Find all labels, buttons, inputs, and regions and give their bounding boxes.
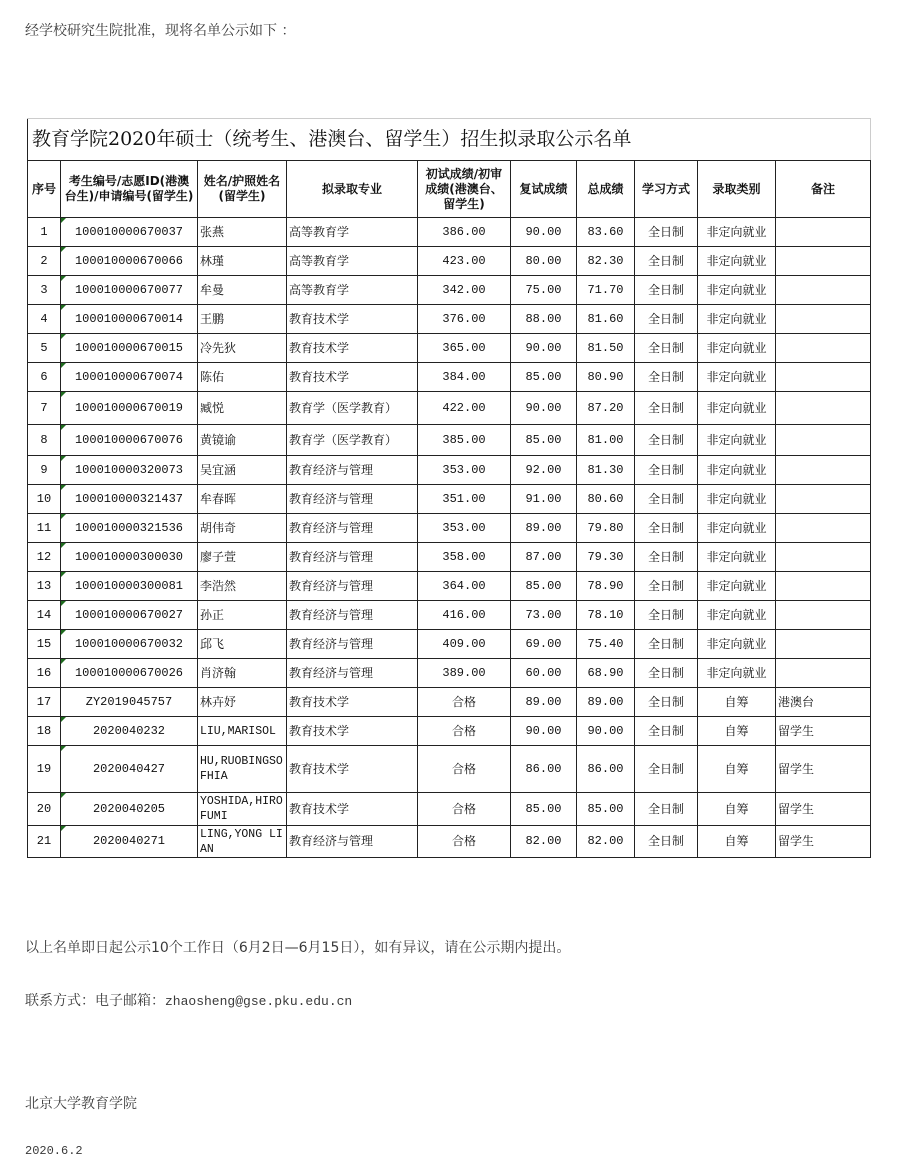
cell-admission-type: 自筹 xyxy=(698,826,776,858)
cell-study-mode: 全日制 xyxy=(635,276,698,305)
cell-study-mode: 全日制 xyxy=(635,392,698,425)
cell-study-mode: 全日制 xyxy=(635,630,698,659)
candidate-id: 100010000670019 xyxy=(74,400,184,415)
cell-total-score: 81.60 xyxy=(577,305,635,334)
cell-total-score: 87.20 xyxy=(577,392,635,425)
cell-retest-score: 87.00 xyxy=(511,543,577,572)
cell-id xyxy=(61,425,198,456)
cell-major: 教育经济与管理 xyxy=(287,543,418,572)
contact-line xyxy=(25,990,352,1010)
cell-name: 林卉妤 xyxy=(198,688,287,717)
cell-major: 教育技术学 xyxy=(287,717,418,746)
comment-marker-icon xyxy=(61,793,66,798)
cell-name: 肖济翰 xyxy=(198,659,287,688)
cell-id xyxy=(61,688,198,717)
cell-major: 教育经济与管理 xyxy=(287,456,418,485)
cell-name: 张燕 xyxy=(198,218,287,247)
cell-study-mode: 全日制 xyxy=(635,572,698,601)
cell-id xyxy=(61,247,198,276)
comment-marker-icon xyxy=(61,392,66,397)
cell-study-mode: 全日制 xyxy=(635,746,698,793)
cell-retest-score: 90.00 xyxy=(511,717,577,746)
cell-seq: 15 xyxy=(28,630,61,659)
cell-initial-score: 合格 xyxy=(418,688,511,717)
cell-name: 廖子萱 xyxy=(198,543,287,572)
cell-initial-score: 353.00 xyxy=(418,514,511,543)
cell-total-score: 68.90 xyxy=(577,659,635,688)
candidate-id: 100010000300030 xyxy=(74,549,184,564)
cell-retest-score: 88.00 xyxy=(511,305,577,334)
table-row xyxy=(28,247,871,276)
cell-name: 臧悦 xyxy=(198,392,287,425)
cell-major: 教育技术学 xyxy=(287,305,418,334)
cell-study-mode: 全日制 xyxy=(635,688,698,717)
cell-remark xyxy=(776,247,871,276)
cell-admission-type: 自筹 xyxy=(698,688,776,717)
cell-name: 牟春晖 xyxy=(198,485,287,514)
cell-total-score: 83.60 xyxy=(577,218,635,247)
cell-admission-type: 非定向就业 xyxy=(698,456,776,485)
comment-marker-icon xyxy=(61,425,66,430)
cell-total-score: 89.00 xyxy=(577,688,635,717)
candidate-id: 2020040232 xyxy=(92,723,165,738)
cell-seq: 2 xyxy=(28,247,61,276)
cell-admission-type: 非定向就业 xyxy=(698,514,776,543)
candidate-id: 100010000670015 xyxy=(74,340,184,355)
comment-marker-icon xyxy=(61,456,66,461)
candidate-id: 2020040271 xyxy=(92,834,165,848)
cell-id xyxy=(61,601,198,630)
cell-admission-type: 非定向就业 xyxy=(698,334,776,363)
cell-remark xyxy=(776,334,871,363)
cell-remark xyxy=(776,543,871,572)
cell-name: 黄镜谕 xyxy=(198,425,287,456)
cell-admission-type: 非定向就业 xyxy=(698,425,776,456)
table-row xyxy=(28,425,871,456)
cell-name: 吴宜涵 xyxy=(198,456,287,485)
candidate-id: 100010000670014 xyxy=(74,311,184,326)
cell-id xyxy=(61,456,198,485)
cell-admission-type: 非定向就业 xyxy=(698,601,776,630)
cell-retest-score: 85.00 xyxy=(511,425,577,456)
cell-study-mode: 全日制 xyxy=(635,485,698,514)
table-row xyxy=(28,826,871,858)
cell-name: 孙正 xyxy=(198,601,287,630)
cell-total-score: 90.00 xyxy=(577,717,635,746)
cell-major: 教育经济与管理 xyxy=(287,630,418,659)
cell-initial-score: 342.00 xyxy=(418,276,511,305)
cell-remark xyxy=(776,425,871,456)
cell-total-score: 78.90 xyxy=(577,572,635,601)
candidate-id: 100010000670077 xyxy=(74,282,184,297)
cell-name: LIU,MARISOL xyxy=(198,717,287,746)
cell-study-mode: 全日制 xyxy=(635,601,698,630)
cell-total-score: 79.30 xyxy=(577,543,635,572)
cell-major: 教育经济与管理 xyxy=(287,659,418,688)
cell-major: 教育技术学 xyxy=(287,746,418,793)
candidate-id: 100010000321536 xyxy=(74,520,184,535)
cell-remark xyxy=(776,572,871,601)
cell-retest-score: 90.00 xyxy=(511,392,577,425)
table-header-row xyxy=(28,161,871,218)
table-row xyxy=(28,456,871,485)
cell-remark xyxy=(776,485,871,514)
cell-id xyxy=(61,514,198,543)
cell-name: 牟曼 xyxy=(198,276,287,305)
cell-total-score: 81.30 xyxy=(577,456,635,485)
comment-marker-icon xyxy=(61,514,66,519)
cell-admission-type: 非定向就业 xyxy=(698,363,776,392)
cell-total-score: 80.60 xyxy=(577,485,635,514)
header-name: 姓名/护照姓名(留学生) xyxy=(198,161,287,218)
cell-name: YOSHIDA,HIROFUMI xyxy=(198,793,287,826)
table-row xyxy=(28,305,871,334)
cell-remark: 留学生 xyxy=(776,746,871,793)
cell-total-score: 82.30 xyxy=(577,247,635,276)
cell-initial-score: 384.00 xyxy=(418,363,511,392)
cell-seq: 7 xyxy=(28,392,61,425)
cell-study-mode: 全日制 xyxy=(635,425,698,456)
cell-seq: 11 xyxy=(28,514,61,543)
cell-id xyxy=(61,630,198,659)
cell-id xyxy=(61,572,198,601)
cell-study-mode: 全日制 xyxy=(635,334,698,363)
candidate-id: 100010000321437 xyxy=(74,491,184,506)
cell-id xyxy=(61,363,198,392)
cell-remark xyxy=(776,218,871,247)
candidate-id: 100010000670032 xyxy=(74,636,184,651)
cell-admission-type: 自筹 xyxy=(698,746,776,793)
header-major: 拟录取专业 xyxy=(287,161,418,218)
cell-remark xyxy=(776,659,871,688)
table-title: 教育学院2020年硕士（统考生、港澳台、留学生）招生拟录取公示名单 xyxy=(28,119,871,161)
table-row xyxy=(28,659,871,688)
cell-seq: 20 xyxy=(28,793,61,826)
cell-remark xyxy=(776,363,871,392)
comment-marker-icon xyxy=(61,305,66,310)
cell-initial-score: 385.00 xyxy=(418,425,511,456)
header-total-score: 总成绩 xyxy=(577,161,635,218)
comment-marker-icon xyxy=(61,630,66,635)
comment-marker-icon xyxy=(61,334,66,339)
cell-total-score: 80.90 xyxy=(577,363,635,392)
notice-text: 以上名单即日起公示10个工作日（6月2日—6月15日），如有异议，请在公示期内提出。 xyxy=(25,940,571,956)
cell-total-score: 79.80 xyxy=(577,514,635,543)
cell-study-mode: 全日制 xyxy=(635,543,698,572)
candidate-id: 2020040427 xyxy=(92,761,165,776)
cell-seq: 1 xyxy=(28,218,61,247)
cell-major: 高等教育学 xyxy=(287,247,418,276)
cell-major: 教育学（医学教育） xyxy=(287,425,418,456)
cell-total-score: 85.00 xyxy=(577,793,635,826)
cell-initial-score: 365.00 xyxy=(418,334,511,363)
cell-name: 胡伟奇 xyxy=(198,514,287,543)
cell-initial-score: 386.00 xyxy=(418,218,511,247)
header-remark: 备注 xyxy=(776,161,871,218)
cell-study-mode: 全日制 xyxy=(635,659,698,688)
table-row xyxy=(28,363,871,392)
cell-admission-type: 非定向就业 xyxy=(698,218,776,247)
cell-retest-score: 90.00 xyxy=(511,334,577,363)
cell-admission-type: 自筹 xyxy=(698,717,776,746)
candidate-id: 100010000300081 xyxy=(74,578,184,593)
cell-admission-type: 非定向就业 xyxy=(698,543,776,572)
cell-retest-score: 90.00 xyxy=(511,218,577,247)
cell-admission-type: 非定向就业 xyxy=(698,276,776,305)
comment-marker-icon xyxy=(61,543,66,548)
cell-initial-score: 364.00 xyxy=(418,572,511,601)
date: 2020.6.2 xyxy=(25,1144,83,1158)
cell-initial-score: 409.00 xyxy=(418,630,511,659)
cell-name: HU,RUOBINGSOFHIA xyxy=(198,746,287,793)
cell-id xyxy=(61,276,198,305)
cell-remark: 港澳台 xyxy=(776,688,871,717)
comment-marker-icon xyxy=(61,218,66,223)
cell-admission-type: 自筹 xyxy=(698,793,776,826)
cell-major: 教育技术学 xyxy=(287,363,418,392)
candidate-id: 100010000670076 xyxy=(74,432,184,447)
cell-major: 教育学（医学教育） xyxy=(287,392,418,425)
cell-seq: 8 xyxy=(28,425,61,456)
cell-admission-type: 非定向就业 xyxy=(698,247,776,276)
comment-marker-icon xyxy=(61,247,66,252)
cell-id xyxy=(61,826,198,858)
table-row xyxy=(28,746,871,793)
cell-seq: 5 xyxy=(28,334,61,363)
cell-retest-score: 85.00 xyxy=(511,363,577,392)
cell-id xyxy=(61,305,198,334)
cell-study-mode: 全日制 xyxy=(635,826,698,858)
cell-name: 邱飞 xyxy=(198,630,287,659)
table-row xyxy=(28,717,871,746)
contact-email-link[interactable]: zhaosheng@gse.pku.edu.cn xyxy=(165,994,353,1009)
cell-major: 高等教育学 xyxy=(287,218,418,247)
header-admission-type: 录取类别 xyxy=(698,161,776,218)
cell-seq: 19 xyxy=(28,746,61,793)
cell-retest-score: 89.00 xyxy=(511,688,577,717)
cell-seq: 18 xyxy=(28,717,61,746)
cell-major: 教育经济与管理 xyxy=(287,572,418,601)
cell-study-mode: 全日制 xyxy=(635,456,698,485)
cell-major: 教育经济与管理 xyxy=(287,485,418,514)
cell-remark xyxy=(776,392,871,425)
cell-study-mode: 全日制 xyxy=(635,717,698,746)
comment-marker-icon xyxy=(61,659,66,664)
cell-retest-score: 75.00 xyxy=(511,276,577,305)
cell-name: 陈佑 xyxy=(198,363,287,392)
cell-initial-score: 416.00 xyxy=(418,601,511,630)
cell-admission-type: 非定向就业 xyxy=(698,630,776,659)
cell-initial-score: 353.00 xyxy=(418,456,511,485)
cell-retest-score: 92.00 xyxy=(511,456,577,485)
cell-remark xyxy=(776,276,871,305)
table-row xyxy=(28,485,871,514)
cell-id xyxy=(61,543,198,572)
table-row xyxy=(28,572,871,601)
candidate-id: 100010000670027 xyxy=(74,607,184,622)
cell-total-score: 86.00 xyxy=(577,746,635,793)
cell-retest-score: 86.00 xyxy=(511,746,577,793)
cell-study-mode: 全日制 xyxy=(635,247,698,276)
candidate-id: 2020040205 xyxy=(92,801,165,816)
comment-marker-icon xyxy=(61,601,66,606)
cell-id xyxy=(61,218,198,247)
cell-name: 冷先狄 xyxy=(198,334,287,363)
signature: 北京大学教育学院 xyxy=(25,1096,137,1112)
cell-id xyxy=(61,485,198,514)
candidate-id: 100010000670037 xyxy=(74,224,184,239)
cell-initial-score: 358.00 xyxy=(418,543,511,572)
cell-initial-score: 423.00 xyxy=(418,247,511,276)
cell-study-mode: 全日制 xyxy=(635,305,698,334)
candidate-id: 100010000320073 xyxy=(74,462,184,477)
table-row xyxy=(28,793,871,826)
cell-major: 教育技术学 xyxy=(287,793,418,826)
cell-name: 林瑾 xyxy=(198,247,287,276)
cell-initial-score: 389.00 xyxy=(418,659,511,688)
cell-study-mode: 全日制 xyxy=(635,793,698,826)
intro-text: 经学校研究生院批准，现将名单公示如下 ： xyxy=(25,23,296,39)
cell-id xyxy=(61,392,198,425)
comment-marker-icon xyxy=(61,276,66,281)
table-row xyxy=(28,543,871,572)
cell-retest-score: 60.00 xyxy=(511,659,577,688)
header-seq: 序号 xyxy=(28,161,61,218)
cell-study-mode: 全日制 xyxy=(635,363,698,392)
cell-seq: 4 xyxy=(28,305,61,334)
cell-retest-score: 73.00 xyxy=(511,601,577,630)
cell-remark: 留学生 xyxy=(776,826,871,858)
cell-admission-type: 非定向就业 xyxy=(698,392,776,425)
comment-marker-icon xyxy=(61,826,66,831)
table-row xyxy=(28,392,871,425)
table-row xyxy=(28,688,871,717)
cell-seq: 9 xyxy=(28,456,61,485)
cell-retest-score: 91.00 xyxy=(511,485,577,514)
cell-id xyxy=(61,334,198,363)
cell-seq: 21 xyxy=(28,826,61,858)
cell-seq: 16 xyxy=(28,659,61,688)
cell-seq: 17 xyxy=(28,688,61,717)
cell-initial-score: 合格 xyxy=(418,746,511,793)
cell-initial-score: 合格 xyxy=(418,793,511,826)
cell-initial-score: 351.00 xyxy=(418,485,511,514)
cell-major: 教育经济与管理 xyxy=(287,826,418,858)
cell-major: 教育技术学 xyxy=(287,688,418,717)
header-initial-score: 初试成绩/初审成绩(港澳台、留学生) xyxy=(418,161,511,218)
cell-initial-score: 422.00 xyxy=(418,392,511,425)
candidate-id: 100010000670066 xyxy=(74,253,184,268)
cell-initial-score: 合格 xyxy=(418,717,511,746)
comment-marker-icon xyxy=(61,572,66,577)
table-row xyxy=(28,276,871,305)
cell-admission-type: 非定向就业 xyxy=(698,485,776,514)
cell-id xyxy=(61,746,198,793)
comment-marker-icon xyxy=(61,746,66,751)
cell-id xyxy=(61,793,198,826)
cell-admission-type: 非定向就业 xyxy=(698,659,776,688)
cell-remark xyxy=(776,630,871,659)
cell-admission-type: 非定向就业 xyxy=(698,305,776,334)
cell-study-mode: 全日制 xyxy=(635,514,698,543)
admission-table xyxy=(27,118,871,858)
cell-major: 教育经济与管理 xyxy=(287,514,418,543)
contact-label: 联系方式：电子邮箱： xyxy=(25,993,165,1009)
cell-admission-type: 非定向就业 xyxy=(698,572,776,601)
cell-name: 王鹏 xyxy=(198,305,287,334)
table-row xyxy=(28,218,871,247)
comment-marker-icon xyxy=(61,717,66,722)
cell-total-score: 75.40 xyxy=(577,630,635,659)
cell-total-score: 81.00 xyxy=(577,425,635,456)
candidate-id: ZY2019045757 xyxy=(85,694,173,709)
cell-retest-score: 69.00 xyxy=(511,630,577,659)
cell-major: 教育经济与管理 xyxy=(287,601,418,630)
table-row xyxy=(28,514,871,543)
cell-retest-score: 82.00 xyxy=(511,826,577,858)
candidate-id: 100010000670026 xyxy=(74,665,184,680)
cell-initial-score: 376.00 xyxy=(418,305,511,334)
cell-seq: 12 xyxy=(28,543,61,572)
cell-major: 教育技术学 xyxy=(287,334,418,363)
cell-seq: 3 xyxy=(28,276,61,305)
cell-major: 高等教育学 xyxy=(287,276,418,305)
cell-study-mode: 全日制 xyxy=(635,218,698,247)
cell-seq: 10 xyxy=(28,485,61,514)
cell-remark xyxy=(776,305,871,334)
cell-retest-score: 89.00 xyxy=(511,514,577,543)
table-row xyxy=(28,630,871,659)
candidate-id: 100010000670074 xyxy=(74,369,184,384)
cell-retest-score: 85.00 xyxy=(511,572,577,601)
cell-total-score: 81.50 xyxy=(577,334,635,363)
cell-id xyxy=(61,659,198,688)
cell-remark xyxy=(776,514,871,543)
cell-remark: 留学生 xyxy=(776,793,871,826)
table-row xyxy=(28,334,871,363)
cell-total-score: 71.70 xyxy=(577,276,635,305)
cell-name: LING,YONG LIAN xyxy=(198,826,287,858)
header-study-mode: 学习方式 xyxy=(635,161,698,218)
cell-id xyxy=(61,717,198,746)
cell-seq: 13 xyxy=(28,572,61,601)
cell-total-score: 78.10 xyxy=(577,601,635,630)
header-retest-score: 复试成绩 xyxy=(511,161,577,218)
cell-retest-score: 85.00 xyxy=(511,793,577,826)
comment-marker-icon xyxy=(61,485,66,490)
header-id: 考生编号/志愿ID(港澳台生)/申请编号(留学生) xyxy=(61,161,198,218)
cell-remark xyxy=(776,456,871,485)
cell-remark: 留学生 xyxy=(776,717,871,746)
cell-initial-score: 合格 xyxy=(418,826,511,858)
table-row xyxy=(28,601,871,630)
comment-marker-icon xyxy=(61,363,66,368)
cell-name: 李浩然 xyxy=(198,572,287,601)
cell-seq: 6 xyxy=(28,363,61,392)
cell-retest-score: 80.00 xyxy=(511,247,577,276)
cell-seq: 14 xyxy=(28,601,61,630)
cell-total-score: 82.00 xyxy=(577,826,635,858)
cell-remark xyxy=(776,601,871,630)
